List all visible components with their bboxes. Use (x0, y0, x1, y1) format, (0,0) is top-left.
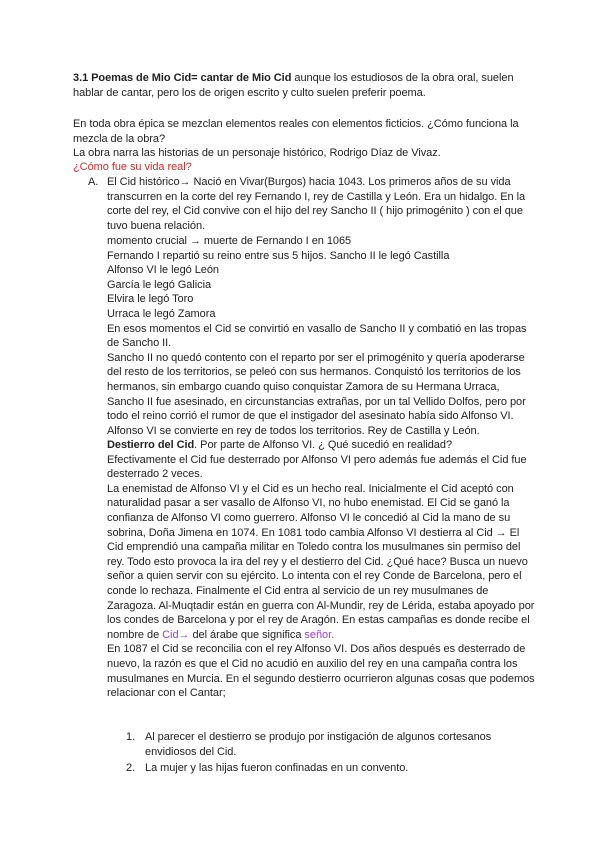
cid-historico-text: El Cid histórico→ Nació en Vivar(Burgos) hacia 1043. Los primeros años de su vida transcurren en la corte del rey Fernando I, rey de Castilla y León. Era un hidalgo. En la corte del rey, el Cid convive con el hijo del rey Sancho II ( hijo primogénito ) con el que tuvo buena relación. (107, 176, 526, 232)
numbered-item-text: Al parecer el destierro se produjo por instigación de algunos cortesanos envidiosos del Cid. (145, 731, 492, 758)
reparto-line: Elvira le legó Toro (107, 293, 194, 306)
alfonso-rey-paragraph: Alfonso VI se convierte en rey de todos los territorios. Rey de Castilla y León. (107, 424, 480, 437)
destierro-heading-line (107, 438, 535, 453)
numbered-marker: 1. (126, 731, 136, 743)
reparto-line: García le legó Galicia (107, 278, 212, 291)
numbered-item (126, 761, 526, 776)
destierro-title-rest: . Por parte de Alfonso VI. ¿ Qué sucedió en realidad? (194, 439, 453, 451)
reparto-line: Fernando I repartió su reino entre sus 5 hijos. Sancho II le legó Castilla (107, 249, 450, 262)
section-heading: 3.1 Poemas de Mio Cid= cantar de Mio Cid (73, 72, 292, 84)
cid-word-highlight: Cid→ (162, 628, 190, 641)
numbered-marker: 2. (126, 762, 136, 775)
lettered-list (88, 175, 533, 233)
arabe-text: del árabe que significa (189, 628, 305, 641)
reconciliacion-paragraph: En 1087 el Cid se reconcilia con el rey Alfonso VI. Dos años después es desterrado de nuevo, la razón es que el Cid no acudió en auxilio del rey en una campaña contra los musulmanes en Murcia. En el segundo destierro ocurrieron algunas cosas que podemos relacionar con el Cantar; (107, 643, 535, 700)
numbered-item (126, 730, 526, 759)
section-intro-text: aunque los estudiosos de la obra oral, suelen hablar de cantar, pero los de origen escrito y culto suelen preferir poema. (73, 72, 514, 99)
epica-historia-line: La obra narra las historias de un personaje histórico, Rodrigo Díaz de Vivaz. (73, 147, 441, 159)
sancho-paragraph: Sancho II no quedó contento con el reparto por ser el primogénito y quería apoderarse del resto de los territorios, se peleó con sus hermanos. Conquistó los territorios de los hermanos, sin embargo cuando quiso conquistar Zamora de su Hermana Urraca, Sancho II fue asesinado, en circunstancias extrañas, por un tal Vellido Dolfos, pero por todo el reino corrió el rumor de que el instigador del asesinato había sido Alfonso VI. (107, 351, 526, 423)
enemistad-paragraph (107, 482, 535, 643)
desterrado-dos-veces-paragraph: Efectivamente el Cid fue desterrado por Alfonso VI pero además fue además el Cid fue desterrado 2 veces. (107, 453, 527, 481)
reparto-line: momento crucial → muerte de Fernando I en 1065 (107, 235, 352, 247)
enemistad-text: La enemistad de Alfonso VI y el Cid es un hecho real. Inicialmente el Cid aceptó con naturalidad pasar a ser vasallo de Alfonso VI, no hubo enemistad. El Cid se ganó la confianza de Alfonso VI como guerrero. Alfonso VI le concedió al Cid la mano de su sobrina, Doña Jimena en 1074. En 1081 todo cambia Alfonso VI destierra al Cid → El Cid emprendió una campaña militar en Toledo contra los musulmanes sin permiso del rey. Todo esto provoca la ira del rey y el destierro del Cid. ¿Qué hace? Busca un nuevo señor a quien servir con su ejército. Lo intenta con el rey Conde de Barcelona, pero el conde lo rechaza. Finalmente el Cid entra al servicio de un rey musulmanes de Zaragoza. Al-Muqtadir están en guerra con Al-Mundir, rey de Lérida, estaba apoyado por los condes de Barcelona y por el rey de Aragón. En estas campañas es donde recibe el nombre de (107, 482, 535, 641)
destierro-title: Destierro del Cid (107, 439, 195, 451)
epica-mezcla-paragraph: En toda obra épica se mezclan elementos reales con elementos ficticios. ¿Cómo funciona la mezcla de la obra? (73, 118, 519, 145)
numbered-list (126, 730, 526, 778)
reparto-line: Urraca le legó Zamora (107, 307, 216, 320)
destierro-block (107, 438, 535, 701)
vida-real-question: ¿Cómo fue su vida real? (73, 161, 192, 173)
vasallo-paragraph: En esos momentos el Cid se convirtió en vasallo de Sancho II y combatió en las tropas de Sancho II. (107, 322, 527, 350)
section-intro-paragraph (73, 71, 533, 100)
list-marker-a: A. (88, 176, 99, 188)
reparto-line: Alfonso VI le legó León (107, 264, 219, 277)
numbered-item-text: La mujer y las hijas fueron confinadas en un convento. (145, 762, 409, 775)
reparto-block (107, 234, 535, 438)
senor-word-highlight: señor. (304, 628, 335, 641)
list-item-a (88, 175, 533, 233)
